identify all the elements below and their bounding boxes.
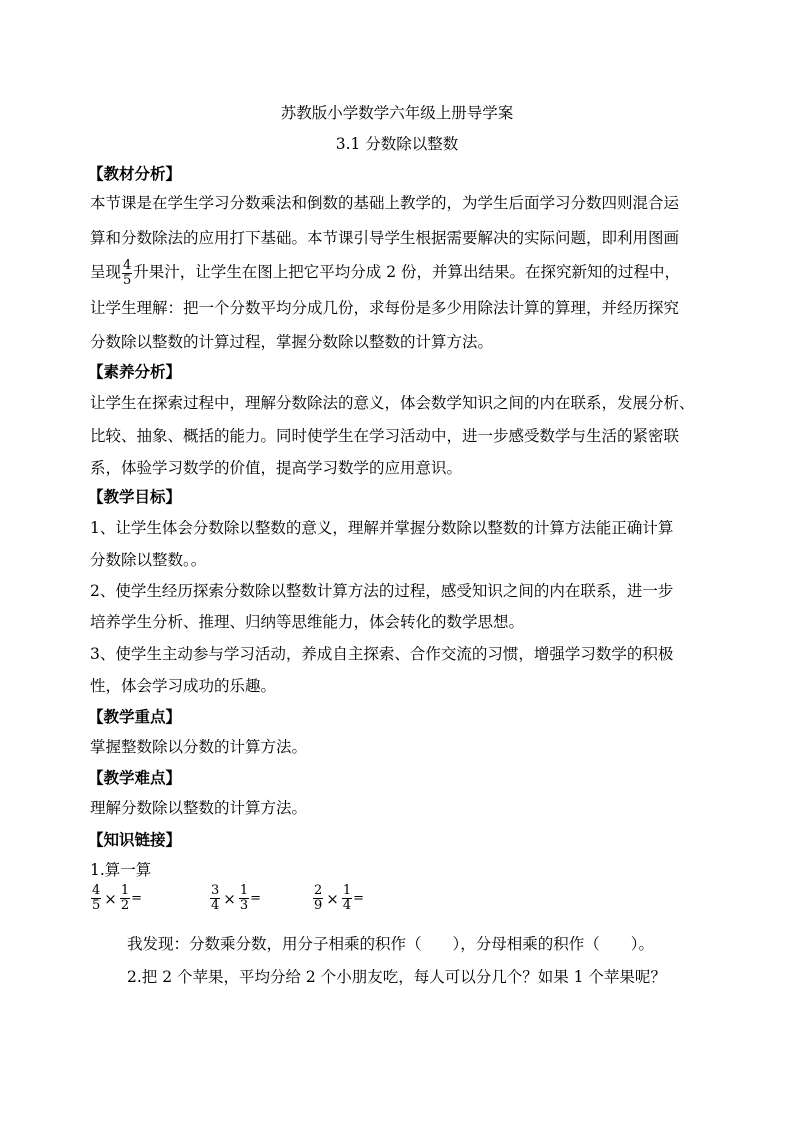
expression-2	[209, 884, 261, 913]
goal-1-line-2: 分数除以整数。。	[90, 551, 207, 569]
expr-1-fraction-a: $\frac{4}{5}$	[92, 883, 101, 913]
links-item-1: 1.算一算	[90, 861, 152, 879]
expression-3	[312, 884, 364, 913]
goal-3-line-2: 性，体会学习成功的乐趣。	[90, 677, 277, 695]
equals-sign: =	[250, 891, 262, 906]
document-subtitle: 3.1 分数除以整数	[335, 135, 459, 153]
expr-2-fraction-b: $\frac{1}{3}$	[239, 883, 249, 913]
heading-goals: 【教学目标】	[88, 487, 182, 506]
heading-knowledge-links: 【知识链接】	[88, 830, 182, 849]
equals-sign: =	[353, 891, 365, 906]
key-point-text: 掌握整数除以分数的计算方法。	[90, 738, 308, 756]
heading-analysis: 【教材分析】	[88, 164, 182, 183]
literacy-line-1: 让学生在探索过程中，理解分数除法的意义，体会数学知识之间的内在联系，发展分析、	[90, 394, 695, 412]
equals-sign: =	[131, 891, 143, 906]
times-sign: ×	[223, 889, 236, 908]
analysis-line-4: 让学生理解：把一个分数平均分成几份，求每份是多少用除法计算的算理，并经历探究	[90, 299, 680, 317]
goal-2-line-1: 2、使学生经历探索分数除以整数计算方法的过程，感受知识之间的内在联系，进一步	[90, 582, 674, 600]
expr-3-fraction-b: $\frac{1}{4}$	[342, 883, 352, 913]
literacy-line-2: 比较、抽象、概括的能力。同时使学生在学习活动中，进一步感受数学与生活的紧密联	[90, 427, 680, 445]
analysis-line-1: 本节课是在学生学习分数乘法和倒数的基础上教学的，为学生后面学习分数四则混合运	[90, 194, 680, 212]
fraction-four-fifths: $\frac{4}{5}$	[123, 257, 132, 288]
analysis-line-3	[90, 256, 710, 288]
literacy-line-3: 系，体验学习数学的价值，提高学习数学的应用意识。	[90, 459, 463, 477]
analysis-line-3-post: 升果汁，让学生在图上把它平均分成 2 份，并算出结果。在探究新知的过程中，	[133, 263, 681, 281]
discovery-sentence: 我发现：分数乘分数，用分子相乘的积作（ ），分母相乘的积作（ ）。	[127, 935, 655, 953]
analysis-line-3-pre: 呈现	[90, 263, 122, 281]
goal-2-line-2: 培养学生分析、推理、归纳等思维能力，体会转化的数学思想。	[90, 613, 525, 631]
times-sign: ×	[326, 889, 339, 908]
heading-literacy: 【素养分析】	[88, 362, 182, 381]
goal-1-line-1: 1、让学生体会分数除以整数的意义，理解并掌握分数除以整数的计算方法能正确计算	[90, 519, 674, 537]
heading-key-point: 【教学重点】	[88, 707, 182, 726]
times-sign: ×	[104, 889, 117, 908]
expr-3-fraction-a: $\frac{2}{9}$	[314, 883, 323, 913]
expression-1	[90, 884, 142, 913]
links-item-2: 2.把 2 个苹果，平均分给 2 个小朋友吃，每人可以分几个？如果 1 个苹果呢？	[127, 968, 666, 986]
document-title: 苏教版小学数学六年级上册导学案	[280, 104, 514, 122]
expr-2-fraction-a: $\frac{3}{4}$	[211, 883, 220, 913]
analysis-line-5: 分数除以整数的计算过程，掌握分数除以整数的计算方法。	[90, 333, 494, 351]
heading-difficulty: 【教学难点】	[88, 768, 182, 787]
goal-3-line-1: 3、使学生主动参与学习活动，养成自主探索、合作交流的习惯，增强学习数学的积极	[90, 645, 674, 663]
difficulty-text: 理解分数除以整数的计算方法。	[90, 799, 308, 817]
analysis-line-2: 算和分数除法的应用打下基础。本节课引导学生根据需要解决的实际问题，即利用图画	[90, 229, 680, 247]
expr-1-fraction-b: $\frac{1}{2}$	[120, 883, 130, 913]
